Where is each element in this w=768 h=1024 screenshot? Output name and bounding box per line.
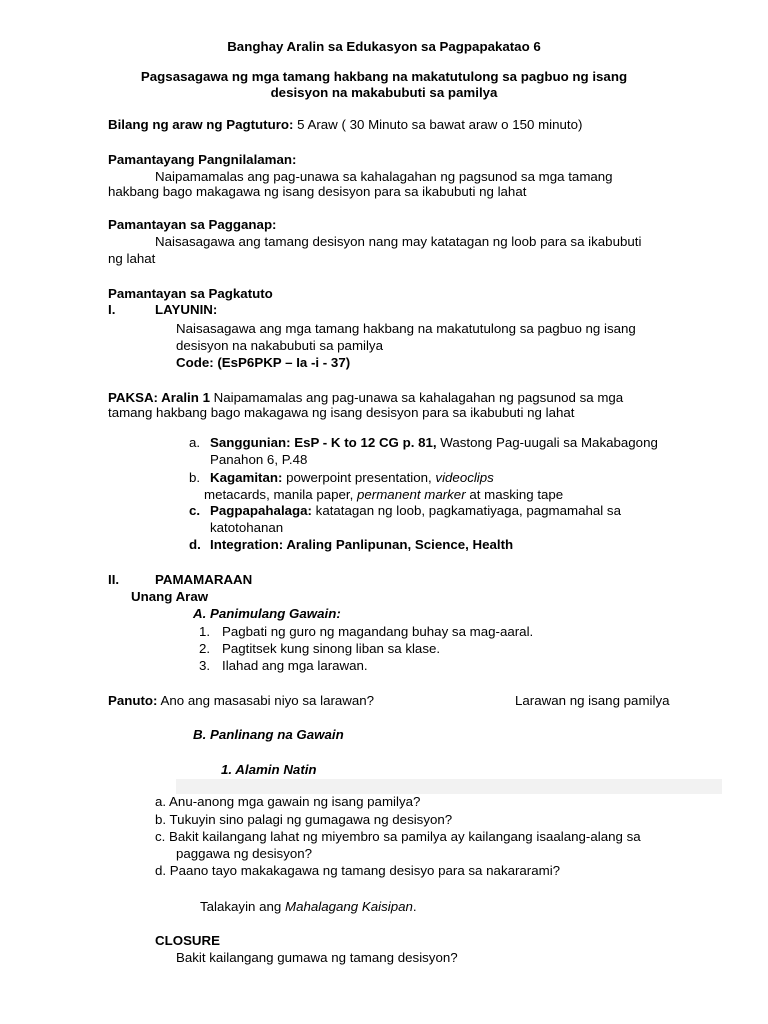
alamin-natin-heading: 1. Alamin Natin: [221, 762, 317, 777]
material-b-marker: b.: [189, 470, 201, 485]
section-numeral-ii: II.: [108, 572, 120, 587]
panuto-label: Panuto:: [108, 693, 158, 708]
material-d-marker: d.: [189, 537, 201, 552]
panlinang-heading: B. Panlinang na Gawain: [193, 727, 344, 742]
material-b-line2-post: at masking tape: [465, 487, 564, 502]
question-c-line-2: paggawa ng desisyon?: [176, 846, 313, 861]
subtitle-line-2: desisyon na makabubuti sa pamilya: [270, 85, 498, 100]
pangnilalaman-text-1: Naipamamalas ang pag-unawa sa kahalagahan ng pagsunod sa mga tamang: [155, 169, 613, 184]
material-c-text: katatagan ng loob, pagkamatiyaga, pagmamahal sa: [311, 503, 621, 518]
step-1-number: 1.: [199, 624, 211, 639]
material-b-line2-pre: metacards, manila paper,: [204, 487, 357, 502]
pagganap-text-2: ng lahat: [108, 251, 156, 266]
pagganap-text-1: Naisasagawa ang tamang desisyon nang may katatagan ng loob para sa ikabubuti: [155, 234, 642, 249]
step-2-number: 2.: [199, 641, 211, 656]
paksa-text-1: Naipamamalas ang pag-unawa sa kahalagahan ng pagsunod sa mga: [209, 390, 624, 405]
paksa-line-1: [108, 390, 623, 406]
talakayin-post: .: [412, 899, 417, 914]
material-b-label: Kagamitan:: [210, 470, 283, 485]
talakayin-pre: Talakayin ang: [200, 899, 286, 914]
material-a-line-2: Panahon 6, P.48: [210, 452, 308, 467]
highlight-band: [176, 779, 722, 794]
bilang-label: Bilang ng araw ng Pagtuturo:: [108, 117, 294, 132]
layunin-code: Code: (EsP6PKP – Ia -i - 37): [176, 355, 351, 370]
material-c-line-2: katotohanan: [210, 520, 284, 535]
material-c-line-1: [210, 503, 621, 519]
material-a-label: Sanggunian: EsP - K to 12 CG p. 81,: [210, 435, 437, 450]
step-2-text: Pagtitsek kung sinong liban sa klase.: [222, 641, 441, 656]
unang-araw-heading: Unang Araw: [131, 589, 209, 604]
question-a: a. Anu-anong mga gawain ng isang pamilya?: [155, 794, 421, 809]
bilang-line: [108, 117, 582, 133]
material-a-line-1: [210, 435, 658, 451]
page-title: Banghay Aralin sa Edukasyon sa Pagpapakatao 6: [227, 39, 541, 54]
question-c-line-1: c. Bakit kailangang lahat ng miyembro sa pamilya ay kailangang isaalang-alang sa: [155, 829, 641, 844]
pamamaraan-heading: PAMAMARAAN: [155, 572, 253, 587]
pangnilalaman-heading: Pamantayang Pangnilalaman:: [108, 152, 297, 167]
layunin-heading: LAYUNIN:: [155, 302, 218, 317]
pangnilalaman-text-2: hakbang bago makagawa ng isang desisyon para sa ikabubuti ng lahat: [108, 184, 527, 199]
pagganap-heading: Pamantayan sa Pagganap:: [108, 217, 277, 232]
bilang-value: 5 Araw ( 30 Minuto sa bawat araw o 150 minuto): [293, 117, 583, 132]
paksa-text-2: tamang hakbang bago makagawa ng isang desisyon para sa ikabubuti ng lahat: [108, 405, 575, 420]
material-b-italic: videoclips: [435, 470, 494, 485]
talakayin-line: [200, 899, 417, 915]
paksa-label: PAKSA: Aralin 1: [108, 390, 210, 405]
material-d-text: Integration: Araling Panlipunan, Science, Health: [210, 537, 514, 552]
material-b-line-1: [210, 470, 494, 486]
panuto-text: Ano ang masasabi niyo sa larawan?: [157, 693, 375, 708]
panuto-answer: Larawan ng isang pamilya: [515, 693, 670, 708]
panimulang-gawain-heading: A. Panimulang Gawain:: [193, 606, 341, 621]
material-a-text: Wastong Pag-uugali sa Makabagong: [436, 435, 658, 450]
material-b-line2-italic: permanent marker: [357, 487, 466, 502]
material-c-label: Pagpapahalaga:: [210, 503, 312, 518]
step-3-text: Ilahad ang mga larawan.: [222, 658, 368, 673]
material-b-text: powerpoint presentation,: [282, 470, 436, 485]
talakayin-italic: Mahalagang Kaisipan: [285, 899, 413, 914]
closure-heading: CLOSURE: [155, 933, 221, 948]
step-3-number: 3.: [199, 658, 211, 673]
subtitle-line-1: Pagsasagawa ng mga tamang hakbang na makatutulong sa pagbuo ng isang: [140, 69, 628, 84]
pagkatuto-heading: Pamantayan sa Pagkatuto: [108, 286, 273, 301]
question-b: b. Tukuyin sino palagi ng gumagawa ng desisyon?: [155, 812, 453, 827]
material-c-marker: c.: [189, 503, 201, 518]
panuto-line: [108, 693, 374, 709]
layunin-text-2: desisyon na nakabubuti sa pamilya: [176, 338, 383, 353]
material-a-marker: a.: [189, 435, 201, 450]
material-b-line-2: [204, 487, 563, 503]
closure-text: Bakit kailangang gumawa ng tamang desisyon?: [176, 950, 458, 965]
question-d: d. Paano tayo makakagawa ng tamang desisyo para sa nakararami?: [155, 863, 561, 878]
step-1-text: Pagbati ng guro ng magandang buhay sa mag-aaral.: [222, 624, 534, 639]
layunin-text-1: Naisasagawa ang mga tamang hakbang na makatutulong sa pagbuo ng isang: [176, 321, 636, 336]
section-numeral-i: I.: [108, 302, 116, 317]
